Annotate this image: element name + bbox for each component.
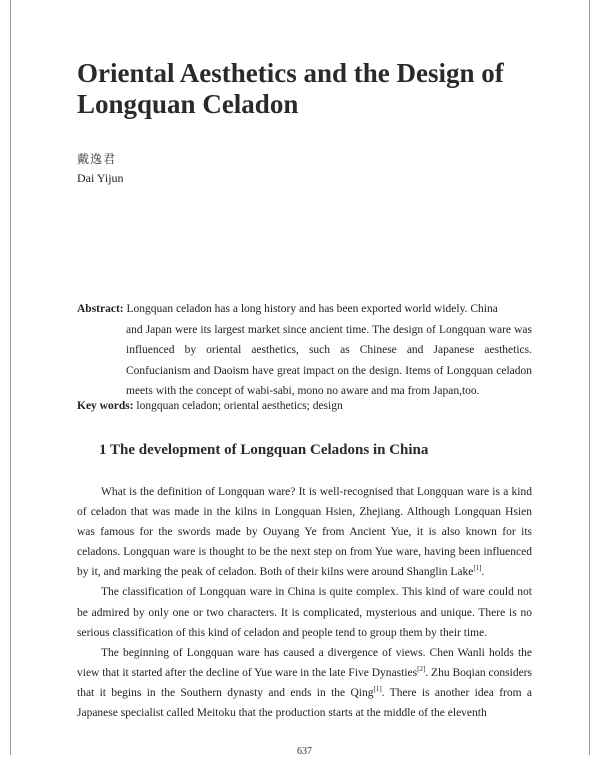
paragraph-1-text: What is the definition of Longquan ware? It is well-recognised that Longquan ware is a kind of celadon that was made in the kilns in Longquan Hsien, Zhejiang. Although Longquan Hsien was famous for the swords made by Ouyang Ye from Ancient Yue, it is also known for its celadons. Longquan ware is thought to be the next step on from Yue ware, having been influenced by it, and marking the peak of celadon. Both of their kilns were around Shanglin Lake	[77, 486, 532, 579]
citation-ref: [2]	[417, 665, 426, 674]
section-heading: 1 The development of Longquan Celadons in China	[99, 442, 429, 458]
author-name-english: Dai Yijun	[77, 171, 124, 185]
body-text	[77, 482, 532, 723]
paper-title: Oriental Aesthetics and the Design of Longquan Celadon	[77, 58, 504, 119]
paragraph-1	[77, 482, 532, 582]
paragraph-3-text-c: . There is another idea from a Japanese specialist called Meitoku that the production starts at the middle of the eleventh	[77, 686, 532, 720]
page-number: 637	[297, 746, 312, 757]
abstract-label: Abstract:	[77, 303, 124, 315]
citation-ref: [1]	[373, 685, 382, 694]
paragraph-3-text-b: . Zhu Boqian considers that it begins in the Southern dynasty and ends in the Qing	[77, 666, 532, 699]
abstract-text-first: Longquan celadon has a long history and has been exported world widely. China	[126, 303, 498, 315]
keywords-label: Key words:	[77, 400, 134, 412]
abstract-first-line	[77, 299, 532, 320]
paper-page	[10, 0, 590, 755]
paragraph-1-end: .	[481, 566, 485, 579]
keywords-text: longquan celadon; oriental aesthetics; design	[136, 400, 343, 412]
paragraph-3-text-a: The beginning of Longquan ware has caused a divergence of views. Chen Wanli holds the view that it started after the decline of Yue ware in the late Five Dynasties	[77, 646, 532, 679]
abstract-text-rest: and Japan were its largest market since ancient time. The design of Longquan ware was influenced by oriental aesthetics, such as Chinese and Japanese aesthetics. Confucianism and Daoism have great impact on the design. Items of Longquan celadon meets with the concept of wabi-sabi, mono no aware and ma from Japan,too.	[126, 323, 532, 398]
paragraph-2: The classification of Longquan ware in China is quite complex. This kind of ware could not be admired by only one or two characters. It is complicated, mysterious and unique. There is no serious classification of this kind of celadon and people tend to group them by their time.	[77, 586, 532, 639]
citation-ref: [1]	[473, 564, 482, 573]
author-name-chinese: 戴逸君	[77, 152, 117, 166]
keywords	[77, 400, 343, 412]
abstract	[77, 299, 532, 402]
paragraph-3	[77, 643, 532, 723]
